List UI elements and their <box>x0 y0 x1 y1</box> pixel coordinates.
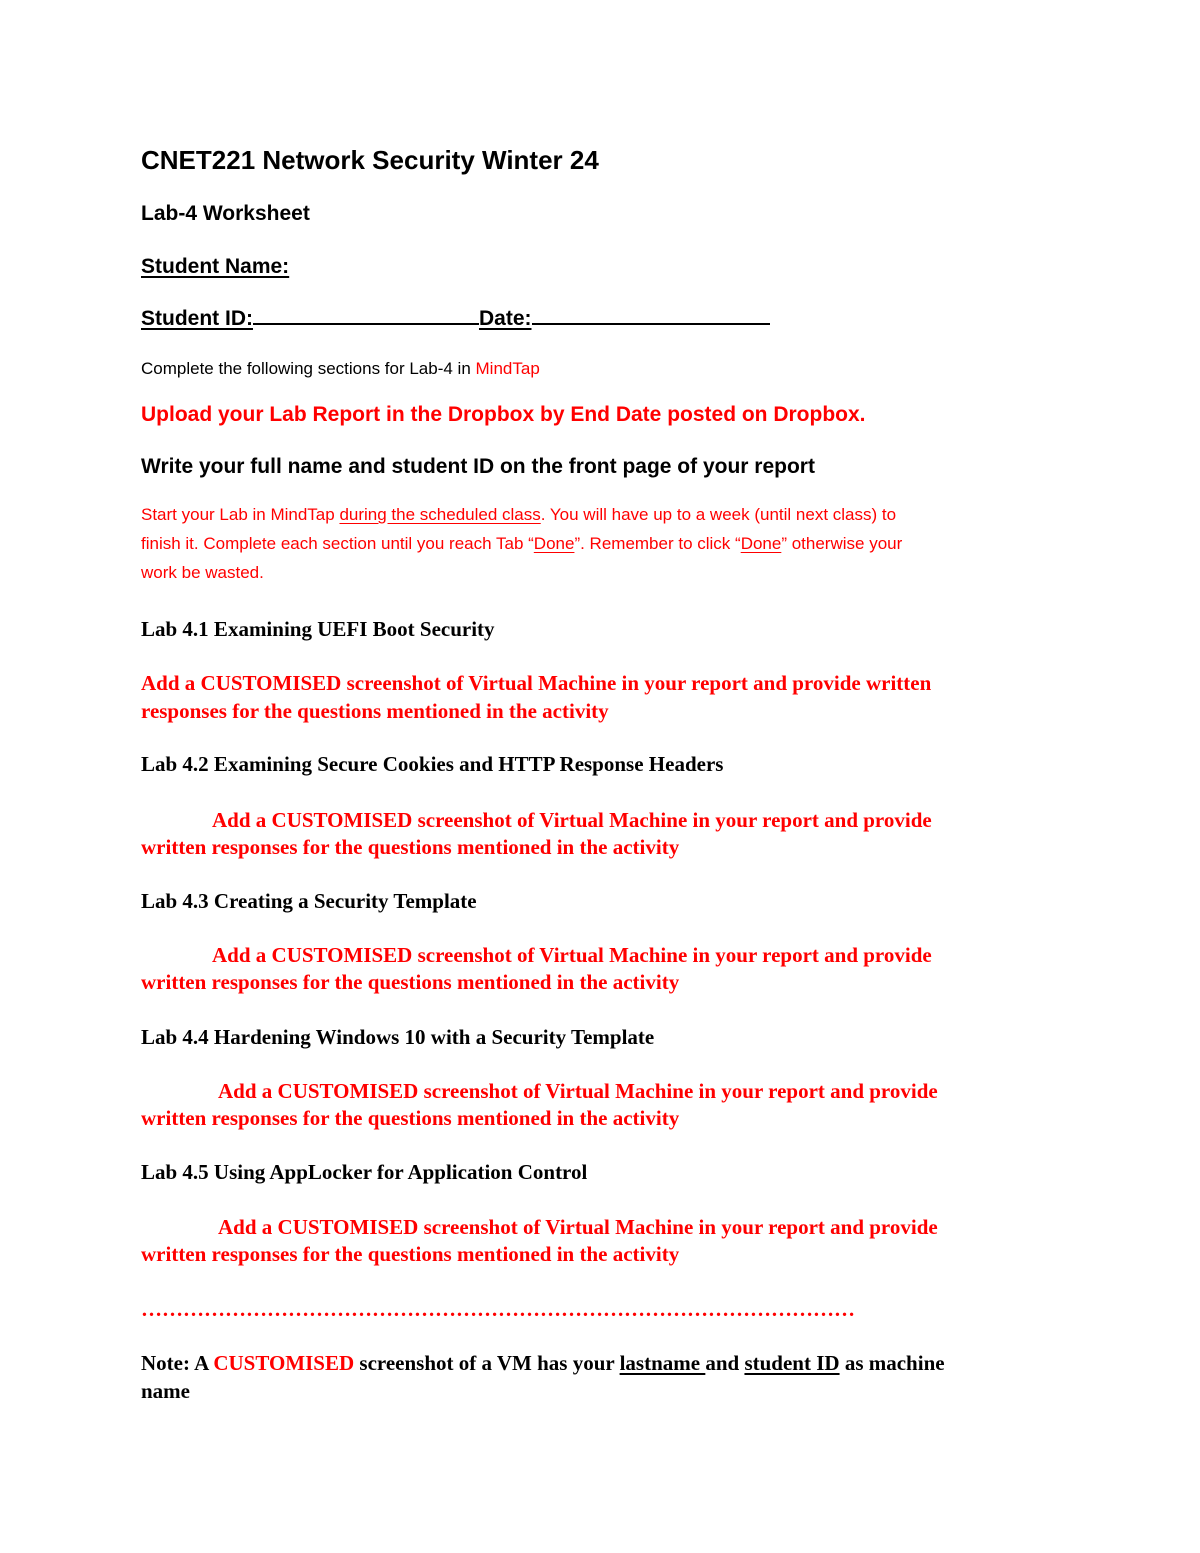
student-name-label: Student Name: <box>141 255 290 278</box>
scheduled-class-text: during the scheduled class <box>339 505 541 524</box>
note-and: and <box>705 1351 745 1375</box>
done-text-2: Done <box>740 534 782 553</box>
student-id-date-row <box>141 307 770 331</box>
date-label: Date: <box>478 307 532 330</box>
student-id-label: Student ID: <box>141 307 253 330</box>
note-student-id: student ID <box>744 1351 840 1375</box>
section-instruction-4-4-line-2: written responses for the questions mentioned in the activity <box>141 1106 680 1130</box>
section-heading-4-4: Lab 4.4 Hardening Windows 10 with a Security Template <box>141 1025 655 1049</box>
note-customised: CUSTOMISED <box>213 1351 355 1375</box>
instruction-prefix: Complete the following sections for Lab-4 in <box>141 359 476 378</box>
student-id-blank <box>253 322 479 325</box>
note-prefix: Note: A <box>141 1351 214 1375</box>
finish-text: finish it. Complete each section until you reach Tab “ <box>141 534 534 553</box>
section-instruction-4-5-line-2: written responses for the questions mentioned in the activity <box>141 1242 680 1266</box>
start-lab-line-2 <box>141 534 902 554</box>
date-blank <box>532 322 770 325</box>
start-text: Start your Lab in MindTap <box>141 505 340 524</box>
done-text-1: Done <box>533 534 575 553</box>
section-instruction-4-2-line-2: written responses for the questions mentioned in the activity <box>141 835 680 859</box>
start-text-cont: . You will have up to a week (until next class) to <box>540 505 897 524</box>
section-instruction-4-5-line-1: Add a CUSTOMISED screenshot of Virtual Machine in your report and provide <box>218 1215 938 1239</box>
start-lab-line-1 <box>141 505 896 525</box>
section-instruction-4-3-line-2: written responses for the questions mentioned in the activity <box>141 970 680 994</box>
section-instruction-4-2-line-1: Add a CUSTOMISED screenshot of Virtual Machine in your report and provide <box>212 808 932 832</box>
otherwise-text: ” otherwise your <box>781 534 903 553</box>
section-instruction-4-3-line-1: Add a CUSTOMISED screenshot of Virtual Machine in your report and provide <box>212 943 932 967</box>
document-title: CNET221 Network Security Winter 24 <box>141 145 599 175</box>
note-line-2: name <box>141 1379 190 1403</box>
note-suffix: as machine <box>839 1351 945 1375</box>
note-line-1 <box>141 1351 945 1376</box>
document-subtitle: Lab-4 Worksheet <box>141 202 310 225</box>
section-heading-4-2: Lab 4.2 Examining Secure Cookies and HTTP Response Headers <box>141 752 724 776</box>
instruction-mindtap: MindTap <box>475 359 540 378</box>
section-heading-4-3: Lab 4.3 Creating a Security Template <box>141 889 477 913</box>
remember-text: ”. Remember to click “ <box>574 534 741 553</box>
upload-notice: Upload your Lab Report in the Dropbox by End Date posted on Dropbox. <box>141 403 866 426</box>
note-lastname: lastname <box>619 1351 706 1375</box>
note-mid: screenshot of a VM has your <box>354 1351 620 1375</box>
section-heading-4-1: Lab 4.1 Examining UEFI Boot Security <box>141 617 495 641</box>
section-instruction-4-1-line-1: Add a CUSTOMISED screenshot of Virtual Machine in your report and provide written <box>141 671 932 695</box>
section-instruction-4-1-line-2: responses for the questions mentioned in the activity <box>141 699 609 723</box>
section-instruction-4-4-line-1: Add a CUSTOMISED screenshot of Virtual Machine in your report and provide <box>218 1079 938 1103</box>
dotted-separator: ………………………………………………………………………………………… <box>141 1297 855 1321</box>
instruction-line <box>141 359 540 379</box>
section-heading-4-5: Lab 4.5 Using AppLocker for Application Control <box>141 1160 588 1184</box>
start-lab-line-3: work be wasted. <box>141 563 264 582</box>
front-page-notice: Write your full name and student ID on the front page of your report <box>141 455 815 478</box>
